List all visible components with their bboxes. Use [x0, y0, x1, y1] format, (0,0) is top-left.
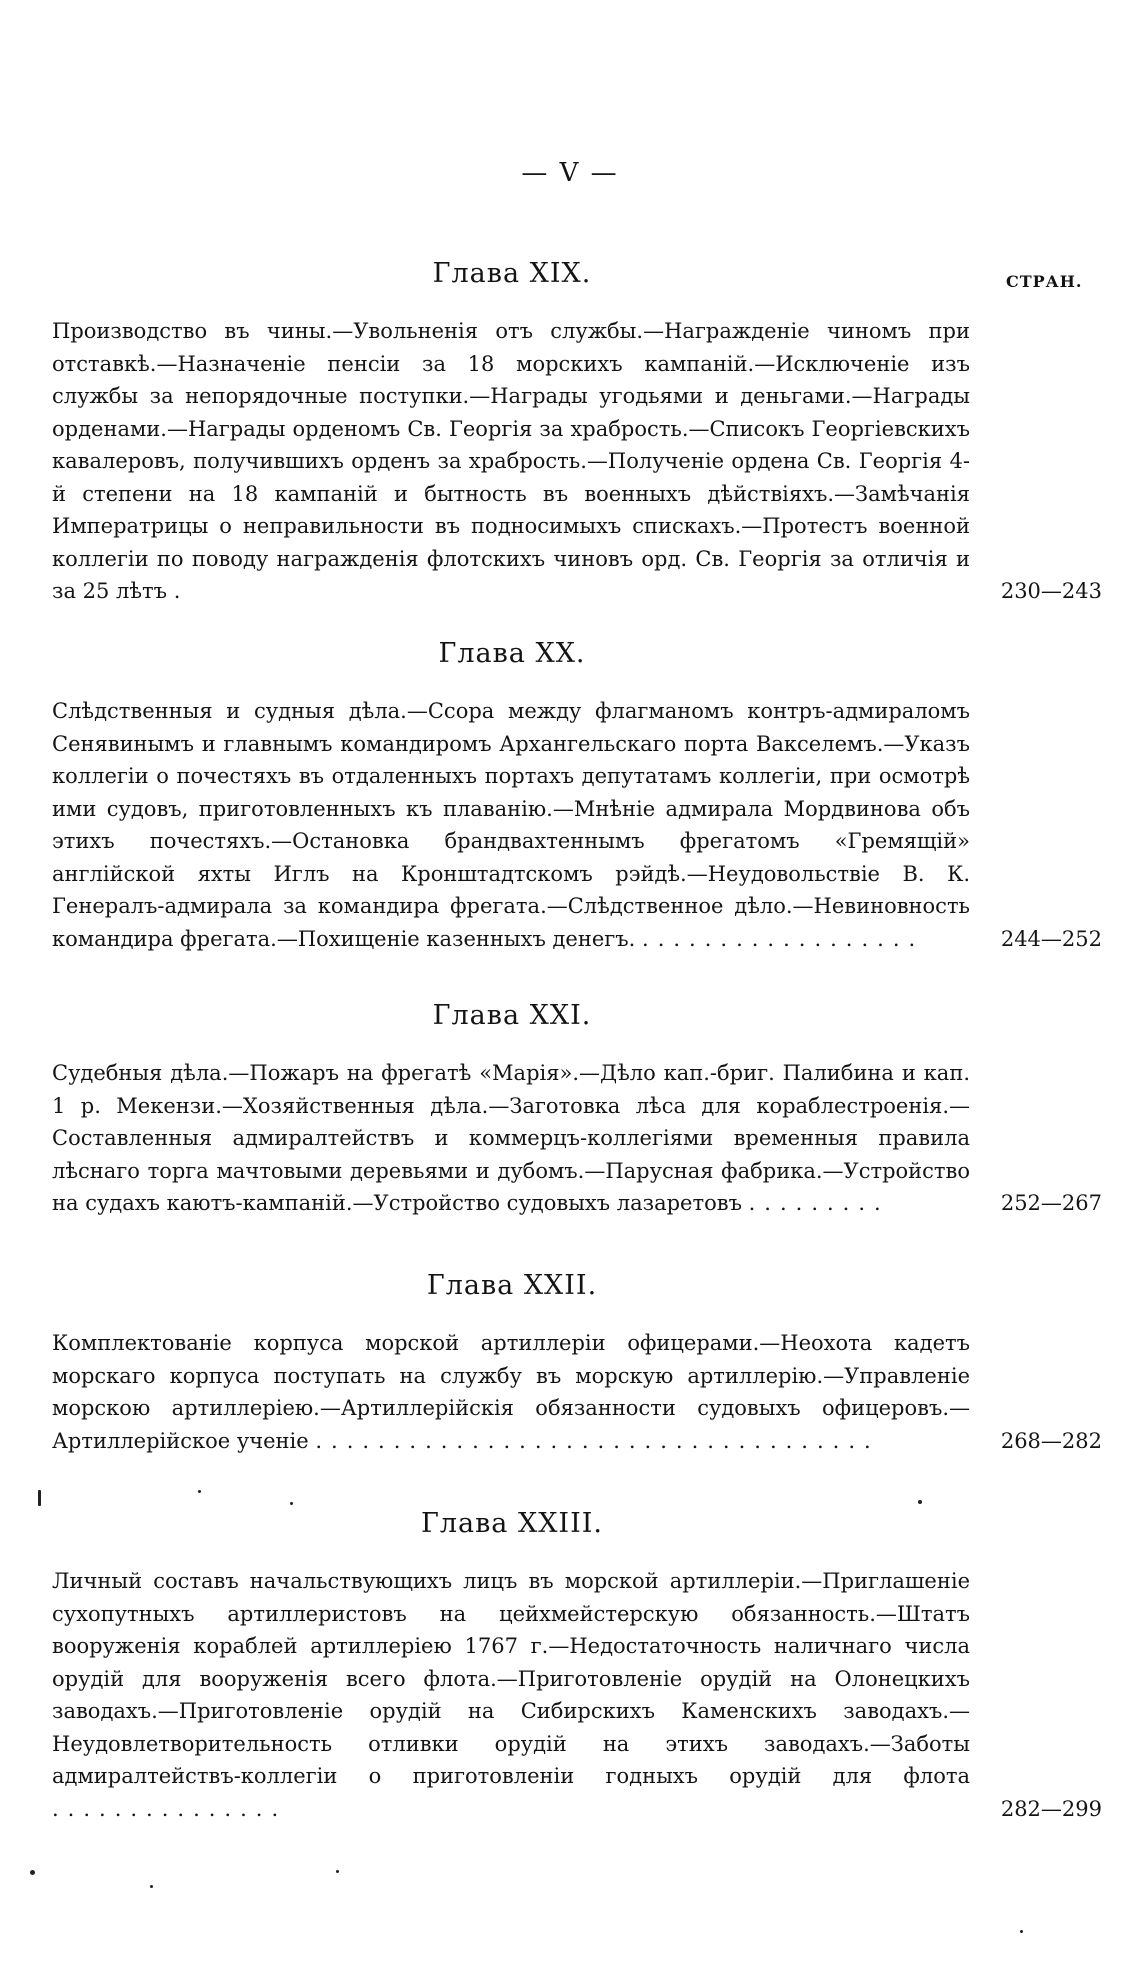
- chapter-title: Глава XIX.: [432, 258, 592, 289]
- scan-speck: [38, 1490, 41, 1506]
- chapter-summary: [52, 315, 970, 608]
- summary-text: Производство въ чины.—Увольненiя отъ службы.—Награжденiе чиномъ при отставкѣ.—Назначенiе пенсiи за 18 морскихъ кампанiй.—Исключенiе изъ службы за непорядочные поступки.—Награды угодьями и деньгами.—Награды орденами.—Награды орденомъ Св. Георгiя за храбрость.—Списокъ Георгiевскихъ кавалеровъ, получившихъ орденъ за храбрость.—Полученiе ордена Св. Георгiя 4-й степени на 18 кампанiй и бытность въ военныхъ дѣйствiяхъ.—Замѣчанiя Императрицы о неправильности въ подносимыхъ спискахъ.—Протестъ военной коллегiи по поводу награжденiя флотскихъ чиновъ орд. Св. Георгiя за отличiя и за 25 лѣтъ: [52, 319, 970, 603]
- scan-speck: [1020, 1930, 1023, 1933]
- leader-dots: .........: [748, 1191, 890, 1215]
- scan-speck: [150, 1885, 153, 1888]
- page-range: 244—252: [1000, 926, 1102, 951]
- chapter-body: [52, 315, 1102, 608]
- leader-dots: ..................: [642, 926, 925, 951]
- chapter-20: [52, 638, 1102, 955]
- chapter-19: [52, 258, 1102, 608]
- scan-speck: [336, 1870, 339, 1873]
- chapter-21: [52, 1000, 1102, 1220]
- scan-speck: [30, 1870, 35, 1875]
- chapter-title: Глава XXI.: [432, 1000, 592, 1031]
- scan-speck: [198, 1490, 201, 1493]
- summary-text: Судебныя дѣла.—Пожаръ на фрегатѣ «Марiя».—Дѣло кап.-бриг. Палибина и кап. 1 р. Мекензи.—Хозяйственныя дѣла.—Заготовка лѣса для кораблестроенiя.—Составленныя адмиралтействъ и коммерцъ-коллегiями временныя правила лѣснаго торга мачтовыми деревьями и дубомъ.—Парусная фабрика.—Устройство на судахъ каютъ-кампанiй.—Устройство судовыхъ лазаретовъ: [52, 1061, 970, 1215]
- leader-dots: ....................................: [315, 1428, 880, 1453]
- chapter-summary: [52, 695, 970, 955]
- chapter-title: Глава XX.: [438, 638, 586, 669]
- column-label-pages: СТРАН.: [1006, 272, 1083, 291]
- chapter-22: [52, 1270, 1102, 1457]
- chapter-body: [52, 1057, 1102, 1220]
- chapter-title: Глава XXII.: [426, 1270, 598, 1301]
- chapter-summary: [52, 1565, 970, 1825]
- leader-dots: ...............: [52, 1796, 288, 1821]
- chapter-summary: [52, 1327, 970, 1457]
- chapter-body: [52, 695, 1102, 955]
- page-number: — V —: [521, 158, 619, 188]
- summary-text: Личный составъ начальствующихъ лицъ въ морской артиллерiи.—Приглашенiе сухопутныхъ артиллеристовъ на цейхмейстерскую обязанность.—Штатъ вооруженiя кораблей артиллерiею 1767 г.—Недостаточность наличнаго числа орудiй для вооруженiя всего флота.—Приготовленiе орудiй на Олонецкихъ заводахъ.—Приготовленiе орудiй на Сибирскихъ Каменскихъ заводахъ.—Неудовлетворительность отливки орудiй на этихъ заводахъ.—Заботы адмиралтействъ-коллегiи о приготовленiи годныхъ орудiй для флота: [52, 1569, 970, 1788]
- chapter-body: [52, 1327, 1102, 1457]
- scan-speck: [918, 1500, 922, 1504]
- leader-dots: .: [173, 579, 190, 603]
- chapter-body: [52, 1565, 1102, 1825]
- chapter-summary: [52, 1057, 970, 1220]
- summary-text: Слѣдственныя и судныя дѣла.—Ссора между флагманомъ контръ-адмираломъ Сенявинымъ и главнымъ командиромъ Архангельскаго порта Вакселемъ.—Указъ коллегiи о почестяхъ въ отдаленныхъ портахъ депутатамъ коллегiи, при осмотрѣ ими судовъ, приготовленныхъ къ плаванiю.—Мнѣнiе адмирала Мордвинова объ этихъ почестяхъ.—Остановка брандвахтеннымъ фрегатомъ «Гремящiй» англiйской яхты Иглъ на Кронштадтскомъ рэйдѣ.—Неудовольствiе В. К. Генералъ-адмирала за командира фрегата.—Слѣдственное дѣло.—Невиновность командира фрегата.—Похищенiе казенныхъ денегъ.: [52, 699, 970, 951]
- page-range: 282—299: [1000, 1796, 1102, 1821]
- page-range: 252—267: [1000, 1191, 1102, 1215]
- summary-text: Комплектованiе корпуса морской артиллерiи офицерами.—Неохота кадетъ морскаго корпуса поступать на службу въ морскую артиллерiю.—Управленiе морскою артиллерiею.—Артиллерiйскiя обязанности судовыхъ офицеровъ.—Артиллерiйское ученiе: [52, 1331, 970, 1453]
- page-range: 268—282: [1000, 1428, 1102, 1453]
- chapter-23: [52, 1508, 1102, 1825]
- scan-speck: [290, 1502, 293, 1505]
- page-range: 230—243: [1000, 579, 1102, 603]
- chapter-title: Глава XXIII.: [420, 1508, 604, 1539]
